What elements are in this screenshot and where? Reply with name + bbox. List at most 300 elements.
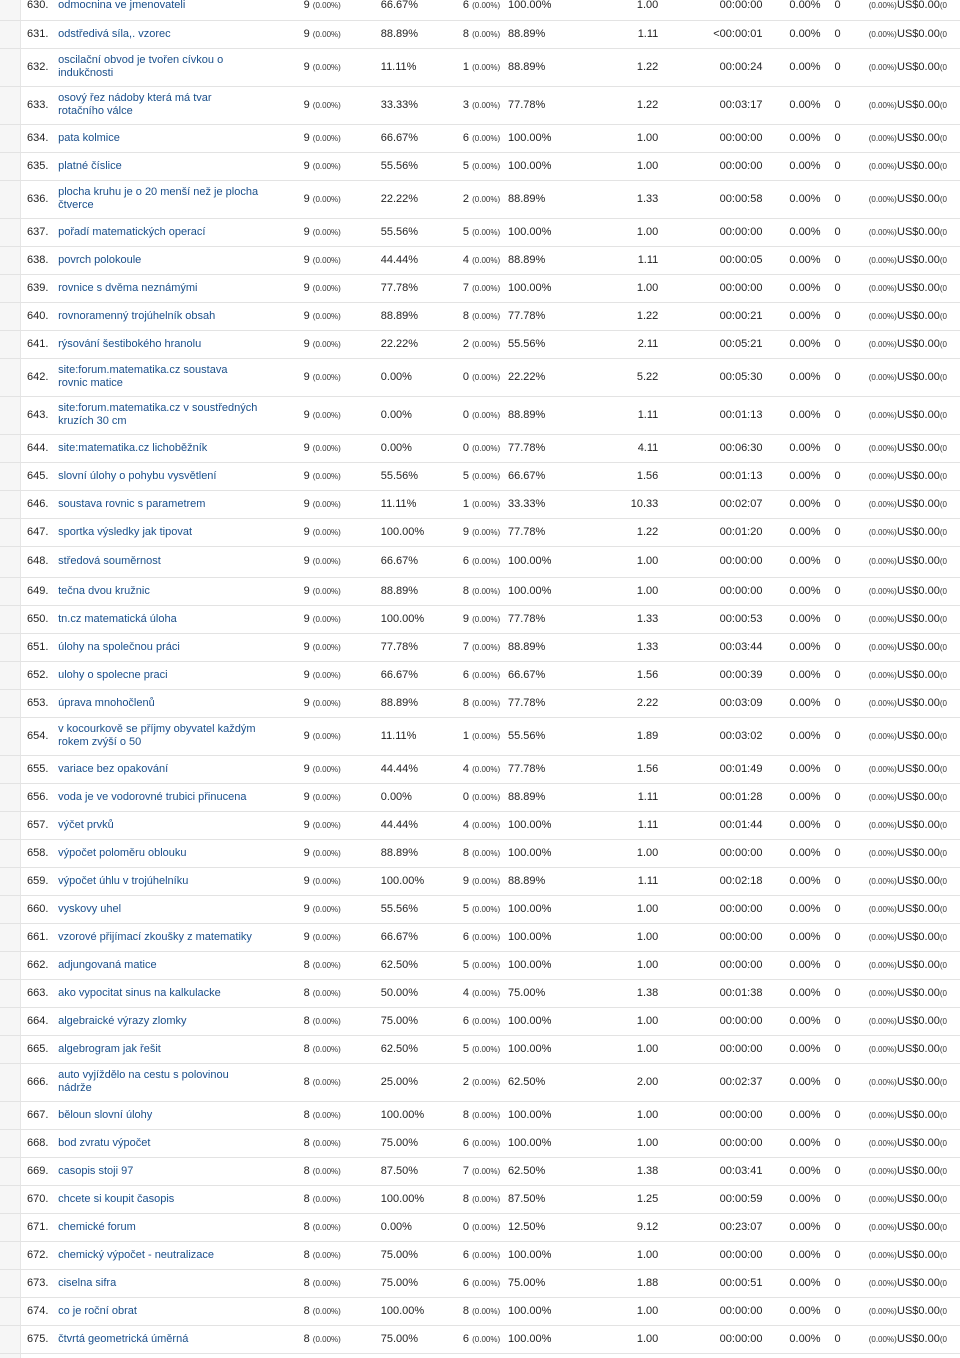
bounce-rate-cell: 100.00% — [508, 546, 582, 577]
new-visits-pct-cell: 100.00% — [381, 1101, 463, 1129]
new-visitors-cell — [463, 20, 508, 48]
revenue-pct-value: (0 — [939, 311, 947, 321]
keyword-link[interactable]: výpočet úhlu v trojúhelníku — [58, 874, 189, 887]
table-row — [0, 434, 960, 462]
goal-pct-value: (0.00%) — [868, 227, 897, 237]
keyword-link[interactable]: casopis stoji 97 — [58, 1164, 134, 1177]
goal-pct-cell — [841, 1241, 897, 1269]
new-visits-pct-cell: 0.00% — [381, 783, 463, 811]
rank-cell: 644. — [0, 434, 58, 462]
keyword-cell[interactable] — [58, 717, 304, 755]
rank-cell: 650. — [0, 605, 58, 633]
avg-duration-cell: 00:00:58 — [658, 180, 762, 218]
keyword-link[interactable]: site:forum.matematika.cz soustava rovnic matice — [58, 364, 228, 389]
keyword-cell[interactable] — [58, 86, 304, 124]
visits-value: 9 — [303, 131, 310, 144]
table-row — [0, 330, 960, 358]
keyword-cell[interactable] — [58, 518, 304, 546]
revenue-pct-cell — [940, 302, 960, 330]
table-row — [0, 661, 960, 689]
rank-cell: 672. — [0, 1241, 58, 1269]
keyword-cell[interactable] — [58, 783, 304, 811]
avg-duration-cell: 00:00:00 — [658, 0, 762, 20]
new-visitors-cell — [463, 180, 508, 218]
conversion-rate-cell: 0.00% — [762, 1063, 820, 1101]
rank-cell: 655. — [0, 755, 58, 783]
keyword-cell[interactable] — [58, 661, 304, 689]
revenue-pct-value: (0 — [939, 1194, 947, 1204]
table-row — [0, 152, 960, 180]
new-visitors-share: (0.00%) — [472, 1, 501, 11]
revenue-pct-cell — [940, 755, 960, 783]
pages-per-visit-cell: 1.00 — [582, 1101, 658, 1129]
pages-per-visit-cell: 1.00 — [582, 1007, 658, 1035]
visits-share: (0.00%) — [312, 698, 341, 708]
new-visitors-value: 8 — [462, 584, 470, 597]
rank-cell: 669. — [0, 1157, 58, 1185]
new-visitors-value: 6 — [462, 131, 470, 144]
revenue-pct-value: (0 — [939, 410, 947, 420]
goal-pct-value: (0.00%) — [868, 255, 897, 265]
keyword-cell[interactable] — [58, 330, 304, 358]
avg-duration-cell: <00:00:01 — [658, 20, 762, 48]
new-visitors-cell — [463, 462, 508, 490]
new-visits-pct-cell: 66.67% — [381, 923, 463, 951]
goal-pct-cell — [841, 717, 897, 755]
pages-per-visit-cell: 1.00 — [582, 1035, 658, 1063]
keyword-link[interactable]: variace bez opakování — [58, 762, 169, 775]
new-visitors-cell — [463, 1241, 508, 1269]
keyword-link[interactable]: voda je ve vodorovné trubici přinucena — [58, 790, 247, 803]
keyword-cell[interactable] — [58, 605, 304, 633]
keyword-link[interactable]: výpočet poloměru oblouku — [58, 846, 187, 859]
conversion-rate-cell: 0.00% — [762, 180, 820, 218]
keyword-link[interactable]: algebraické výrazy zlomky — [58, 1014, 187, 1027]
new-visitors-value: 6 — [462, 1276, 470, 1289]
revenue-pct-value: (0 — [939, 1166, 947, 1176]
pages-per-visit-cell: 2.22 — [582, 689, 658, 717]
new-visits-pct-cell: 66.67% — [381, 546, 463, 577]
visits-value: 8 — [303, 1108, 310, 1121]
conversion-rate-cell: 0.00% — [762, 689, 820, 717]
keyword-cell[interactable] — [58, 546, 304, 577]
table-row — [0, 396, 960, 434]
conversion-rate-cell: 0.00% — [762, 1269, 820, 1297]
visits-cell — [304, 1241, 381, 1269]
keyword-cell[interactable] — [58, 434, 304, 462]
revenue-pct-cell — [940, 923, 960, 951]
avg-duration-cell: 00:00:00 — [658, 895, 762, 923]
keyword-link[interactable]: vzorové přijímací zkoušky z matematiky — [58, 930, 252, 943]
revenue-cell: US$0.00 — [897, 1063, 940, 1101]
keyword-link[interactable]: sportka výsledky jak tipovat — [58, 525, 192, 538]
visits-value: 8 — [303, 1164, 310, 1177]
visits-value: 9 — [303, 729, 310, 742]
new-visitors-value: 1 — [462, 60, 470, 73]
keyword-cell[interactable] — [58, 1185, 304, 1213]
revenue-cell: US$0.00 — [897, 867, 940, 895]
new-visits-pct-cell: 62.50% — [381, 1035, 463, 1063]
visits-cell — [304, 0, 381, 20]
goal-pct-value: (0.00%) — [868, 100, 897, 110]
revenue-pct-value: (0 — [939, 988, 947, 998]
new-visits-pct-cell: 55.56% — [381, 218, 463, 246]
keyword-link[interactable]: auto vyjíždělo na cestu s polovinou nádrže — [58, 1069, 229, 1094]
table-row — [0, 48, 960, 86]
conversion-rate-cell: 0.00% — [762, 274, 820, 302]
revenue-cell: US$0.00 — [897, 1241, 940, 1269]
revenue-cell: US$0.00 — [897, 330, 940, 358]
goal-pct-value: (0.00%) — [868, 1250, 897, 1260]
revenue-pct-cell — [940, 577, 960, 605]
goal-completions-cell: 0 — [821, 783, 841, 811]
new-visits-pct-cell: 88.89% — [381, 577, 463, 605]
bounce-rate-cell: 100.00% — [508, 577, 582, 605]
rank-cell: 663. — [0, 979, 58, 1007]
new-visitors-share: (0.00%) — [472, 848, 501, 858]
keyword-cell[interactable] — [58, 633, 304, 661]
new-visitors-value: 9 — [462, 612, 470, 625]
new-visitors-value: 0 — [462, 790, 470, 803]
new-visitors-share: (0.00%) — [472, 586, 501, 596]
keyword-cell[interactable] — [58, 1101, 304, 1129]
goal-completions-cell: 0 — [821, 1213, 841, 1241]
new-visits-pct-cell: 22.22% — [381, 180, 463, 218]
revenue-pct-value: (0 — [939, 283, 947, 293]
keyword-link[interactable]: rovnoramenný trojúhelník obsah — [58, 309, 216, 322]
keyword-link[interactable]: rovnice s dvěma neznámými — [58, 281, 198, 294]
goal-pct-value: (0.00%) — [868, 557, 897, 566]
goal-pct-value: (0.00%) — [868, 133, 897, 143]
pages-per-visit-cell: 1.11 — [582, 811, 658, 839]
keyword-cell[interactable] — [58, 462, 304, 490]
revenue-cell: US$0.00 — [897, 1101, 940, 1129]
visits-value: 8 — [303, 1276, 310, 1289]
new-visitors-share: (0.00%) — [472, 731, 501, 741]
keyword-cell[interactable] — [58, 1157, 304, 1185]
keyword-cell[interactable] — [58, 577, 304, 605]
new-visitors-share: (0.00%) — [472, 1306, 501, 1316]
new-visitors-value: 6 — [462, 1332, 470, 1345]
revenue-pct-value: (0 — [939, 764, 947, 774]
keyword-cell[interactable] — [58, 1035, 304, 1063]
revenue-pct-cell — [940, 895, 960, 923]
avg-duration-cell: 00:03:09 — [658, 689, 762, 717]
keyword-cell[interactable] — [58, 895, 304, 923]
keyword-cell[interactable] — [58, 1325, 304, 1353]
goal-completions-cell: 0 — [821, 1297, 841, 1325]
goal-pct-cell — [841, 1325, 897, 1353]
new-visitors-share: (0.00%) — [472, 557, 501, 566]
bounce-rate-cell: 100.00% — [508, 1035, 582, 1063]
visits-cell — [304, 811, 381, 839]
goal-pct-cell — [841, 48, 897, 86]
new-visitors-value: 8 — [462, 27, 470, 40]
goal-pct-value: (0.00%) — [868, 410, 897, 420]
new-visitors-share: (0.00%) — [472, 1110, 501, 1120]
keyword-cell[interactable] — [58, 1213, 304, 1241]
keyword-cell[interactable] — [58, 152, 304, 180]
keyword-link[interactable]: pořadí matematických operací — [58, 225, 206, 238]
keyword-link[interactable]: algebrogram jak řešit — [58, 1042, 161, 1055]
rank-cell: 641. — [0, 330, 58, 358]
keyword-link[interactable]: slovní úlohy o pohybu vysvětlení — [58, 469, 217, 482]
rank-cell: 657. — [0, 811, 58, 839]
pages-per-visit-cell: 1.00 — [582, 0, 658, 20]
goal-pct-cell — [841, 274, 897, 302]
keyword-link[interactable]: adjungovaná matice — [58, 958, 157, 971]
keyword-cell[interactable] — [58, 689, 304, 717]
conversion-rate-cell: 0.00% — [762, 1129, 820, 1157]
new-visitors-share: (0.00%) — [472, 792, 501, 802]
visits-cell — [304, 48, 381, 86]
keyword-cell[interactable] — [58, 1063, 304, 1101]
visits-value: 9 — [303, 60, 310, 73]
visits-share: (0.00%) — [312, 642, 341, 652]
rank-cell: 636. — [0, 180, 58, 218]
keyword-link[interactable]: tečna dvou kružnic — [58, 584, 150, 597]
rank-cell: 652. — [0, 661, 58, 689]
revenue-cell: US$0.00 — [897, 1269, 940, 1297]
revenue-pct-cell — [940, 839, 960, 867]
conversion-rate-cell: 0.00% — [762, 434, 820, 462]
revenue-cell: US$0.00 — [897, 979, 940, 1007]
keyword-link[interactable]: běloun slovní úlohy — [58, 1108, 153, 1121]
keyword-cell[interactable] — [58, 490, 304, 518]
keyword-link[interactable]: plocha kruhu je o 20 menší než je plocha čtverce — [58, 186, 259, 211]
avg-duration-cell: 00:00:00 — [658, 124, 762, 152]
visits-cell — [304, 783, 381, 811]
revenue-pct-cell — [940, 1035, 960, 1063]
new-visits-pct-cell: 0.00% — [381, 358, 463, 396]
keyword-cell[interactable] — [58, 1269, 304, 1297]
goal-pct-value: (0.00%) — [868, 1194, 897, 1204]
keyword-link[interactable]: úlohy na společnou práci — [58, 640, 180, 653]
new-visitors-cell — [463, 330, 508, 358]
bounce-rate-cell: 88.89% — [508, 633, 582, 661]
new-visitors-value: 6 — [462, 555, 470, 567]
revenue-cell: US$0.00 — [897, 180, 940, 218]
bounce-rate-cell: 66.67% — [508, 462, 582, 490]
keyword-link[interactable]: povrch polokoule — [58, 253, 142, 266]
keyword-link[interactable]: tn.cz matematická úloha — [58, 612, 177, 625]
visits-value: 8 — [303, 958, 310, 971]
new-visitors-share: (0.00%) — [472, 527, 501, 537]
revenue-cell: US$0.00 — [897, 577, 940, 605]
keyword-cell[interactable] — [58, 811, 304, 839]
new-visitors-value: 4 — [462, 986, 470, 999]
keyword-link[interactable]: výčet prvků — [58, 818, 114, 831]
keyword-cell[interactable] — [58, 951, 304, 979]
revenue-pct-cell — [940, 979, 960, 1007]
avg-duration-cell: 00:00:00 — [658, 1325, 762, 1353]
new-visitors-cell — [463, 86, 508, 124]
goal-pct-cell — [841, 20, 897, 48]
visits-cell — [304, 86, 381, 124]
visits-value: 8 — [303, 1248, 310, 1261]
visits-share: (0.00%) — [312, 848, 341, 858]
keyword-cell[interactable] — [58, 274, 304, 302]
goal-completions-cell: 0 — [821, 1325, 841, 1353]
keyword-link[interactable]: vyskovy uhel — [58, 902, 122, 915]
keyword-link[interactable]: site:forum.matematika.cz v soustředných kruzích 30 cm — [58, 402, 258, 427]
keyword-link[interactable]: středová souměrnost — [58, 555, 161, 567]
visits-share: (0.00%) — [312, 1194, 341, 1204]
avg-duration-cell: 00:03:17 — [658, 86, 762, 124]
rank-cell: 666. — [0, 1063, 58, 1101]
bounce-rate-cell: 12.50% — [508, 1213, 582, 1241]
keyword-link[interactable]: ako vypocitat sinus na kalkulacke — [58, 986, 221, 999]
keyword-cell[interactable] — [58, 1007, 304, 1035]
keyword-link[interactable]: pata kolmice — [58, 131, 120, 144]
new-visits-pct-cell: 55.56% — [381, 152, 463, 180]
pages-per-visit-cell: 1.88 — [582, 1269, 658, 1297]
revenue-pct-cell — [940, 1063, 960, 1101]
new-visitors-value: 6 — [462, 1248, 470, 1261]
avg-duration-cell: 00:00:00 — [658, 274, 762, 302]
keyword-cell[interactable] — [58, 755, 304, 783]
keyword-cell[interactable] — [58, 218, 304, 246]
visits-value: 8 — [303, 1014, 310, 1027]
keyword-link[interactable]: platné číslice — [58, 159, 122, 172]
table-row — [0, 979, 960, 1007]
new-visitors-share: (0.00%) — [472, 339, 501, 349]
visits-share: (0.00%) — [312, 904, 341, 914]
rank-cell: 649. — [0, 577, 58, 605]
visits-cell — [304, 246, 381, 274]
avg-duration-cell: 00:06:30 — [658, 434, 762, 462]
keyword-cell[interactable] — [58, 396, 304, 434]
bounce-rate-cell: 66.67% — [508, 661, 582, 689]
table-row — [0, 462, 960, 490]
keyword-link[interactable]: ciselna sifra — [58, 1276, 117, 1289]
goal-pct-value: (0.00%) — [868, 904, 897, 914]
keyword-link[interactable]: chemické forum — [58, 1220, 136, 1233]
keyword-link[interactable]: ulohy o spolecne praci — [58, 668, 168, 681]
goal-completions-cell: 0 — [821, 396, 841, 434]
conversion-rate-cell: 0.00% — [762, 1185, 820, 1213]
keyword-cell[interactable] — [58, 0, 304, 20]
goal-pct-cell — [841, 1213, 897, 1241]
keyword-link[interactable]: chemický výpočet - neutralizace — [58, 1248, 215, 1261]
keyword-cell[interactable] — [58, 979, 304, 1007]
keyword-link[interactable]: v kocourkově se příjmy obyvatel každým rokem zvýší o 50 — [58, 723, 256, 748]
goal-pct-value: (0.00%) — [868, 988, 897, 998]
new-visitors-share: (0.00%) — [472, 960, 501, 970]
new-visitors-share: (0.00%) — [472, 820, 501, 830]
avg-duration-cell: 00:02:18 — [658, 867, 762, 895]
new-visitors-share: (0.00%) — [472, 1334, 501, 1344]
keyword-link[interactable]: odmocnina ve jmenovateli — [58, 0, 186, 12]
new-visitors-cell — [463, 546, 508, 577]
keyword-link[interactable]: oscilační obvod je tvořen cívkou o indukčnosti — [58, 54, 224, 79]
new-visitors-cell — [463, 895, 508, 923]
goal-completions-cell: 0 — [821, 330, 841, 358]
keyword-cell[interactable] — [58, 20, 304, 48]
conversion-rate-cell: 0.00% — [762, 124, 820, 152]
rank-cell: 658. — [0, 839, 58, 867]
goal-pct-cell — [841, 577, 897, 605]
goal-pct-value: (0.00%) — [868, 1334, 897, 1344]
goal-completions-cell: 0 — [821, 1007, 841, 1035]
visits-share: (0.00%) — [312, 443, 341, 453]
visits-cell — [304, 434, 381, 462]
new-visits-pct-cell: 50.00% — [381, 979, 463, 1007]
new-visitors-value: 7 — [462, 640, 470, 653]
goal-pct-value: (0.00%) — [868, 670, 897, 680]
keyword-link[interactable]: rýsování šestibokého hranolu — [58, 337, 202, 350]
keyword-cell[interactable] — [58, 839, 304, 867]
new-visitors-share: (0.00%) — [472, 255, 501, 265]
pages-per-visit-cell: 1.56 — [582, 661, 658, 689]
pages-per-visit-cell: 1.00 — [582, 895, 658, 923]
conversion-rate-cell: 0.00% — [762, 605, 820, 633]
goal-pct-value: (0.00%) — [868, 731, 897, 741]
keyword-link[interactable]: úprava mnohočlenů — [58, 696, 155, 709]
pages-per-visit-cell: 1.22 — [582, 86, 658, 124]
bounce-rate-cell: 100.00% — [508, 951, 582, 979]
keyword-cell[interactable] — [58, 1241, 304, 1269]
keyword-link[interactable]: chcete si koupit časopis — [58, 1192, 175, 1205]
goal-completions-cell: 0 — [821, 246, 841, 274]
bounce-rate-cell: 88.89% — [508, 20, 582, 48]
new-visitors-value: 5 — [462, 225, 470, 238]
new-visitors-share: (0.00%) — [472, 62, 501, 72]
new-visitors-value: 0 — [462, 441, 470, 454]
keyword-link[interactable]: bod zvratu výpočet — [58, 1136, 151, 1149]
keyword-link[interactable]: site:matematika.cz lichoběžník — [58, 441, 208, 454]
keyword-cell[interactable] — [58, 923, 304, 951]
visits-cell — [304, 490, 381, 518]
goal-pct-cell — [841, 661, 897, 689]
goal-pct-value: (0.00%) — [868, 1110, 897, 1120]
avg-duration-cell: 00:00:51 — [658, 1269, 762, 1297]
keyword-cell[interactable] — [58, 1297, 304, 1325]
keyword-cell[interactable] — [58, 246, 304, 274]
revenue-cell: US$0.00 — [897, 246, 940, 274]
bounce-rate-cell: 100.00% — [508, 274, 582, 302]
keyword-cell[interactable] — [58, 867, 304, 895]
bounce-rate-cell: 87.50% — [508, 1185, 582, 1213]
new-visitors-cell — [463, 783, 508, 811]
revenue-pct-value: (0 — [939, 1306, 947, 1316]
keyword-cell[interactable] — [58, 1129, 304, 1157]
rank-cell: 631. — [0, 20, 58, 48]
goal-pct-value: (0.00%) — [868, 698, 897, 708]
new-visitors-share: (0.00%) — [472, 614, 501, 624]
keyword-cell[interactable] — [58, 124, 304, 152]
rank-cell: 674. — [0, 1297, 58, 1325]
new-visits-pct-cell: 33.33% — [381, 86, 463, 124]
keyword-cell[interactable] — [58, 358, 304, 396]
goal-pct-cell — [841, 462, 897, 490]
keyword-link[interactable]: soustava rovnic s parametrem — [58, 497, 206, 510]
keyword-link[interactable]: odstředivá síla,. vzorec — [58, 27, 171, 40]
visits-value: 9 — [303, 818, 310, 831]
visits-cell — [304, 951, 381, 979]
keyword-cell[interactable] — [58, 302, 304, 330]
keyword-cell[interactable] — [58, 48, 304, 86]
goal-pct-cell — [841, 246, 897, 274]
keyword-link[interactable]: osový řez nádoby která má tvar rotačního válce — [58, 92, 212, 117]
pages-per-visit-cell: 1.33 — [582, 605, 658, 633]
revenue-pct-cell — [940, 1297, 960, 1325]
keyword-link[interactable]: čtvrtá geometrická úměrná — [58, 1332, 189, 1345]
bounce-rate-cell: 62.50% — [508, 1157, 582, 1185]
keyword-cell[interactable] — [58, 180, 304, 218]
new-visits-pct-cell: 88.89% — [381, 689, 463, 717]
keyword-link[interactable]: co je roční obrat — [58, 1304, 137, 1317]
